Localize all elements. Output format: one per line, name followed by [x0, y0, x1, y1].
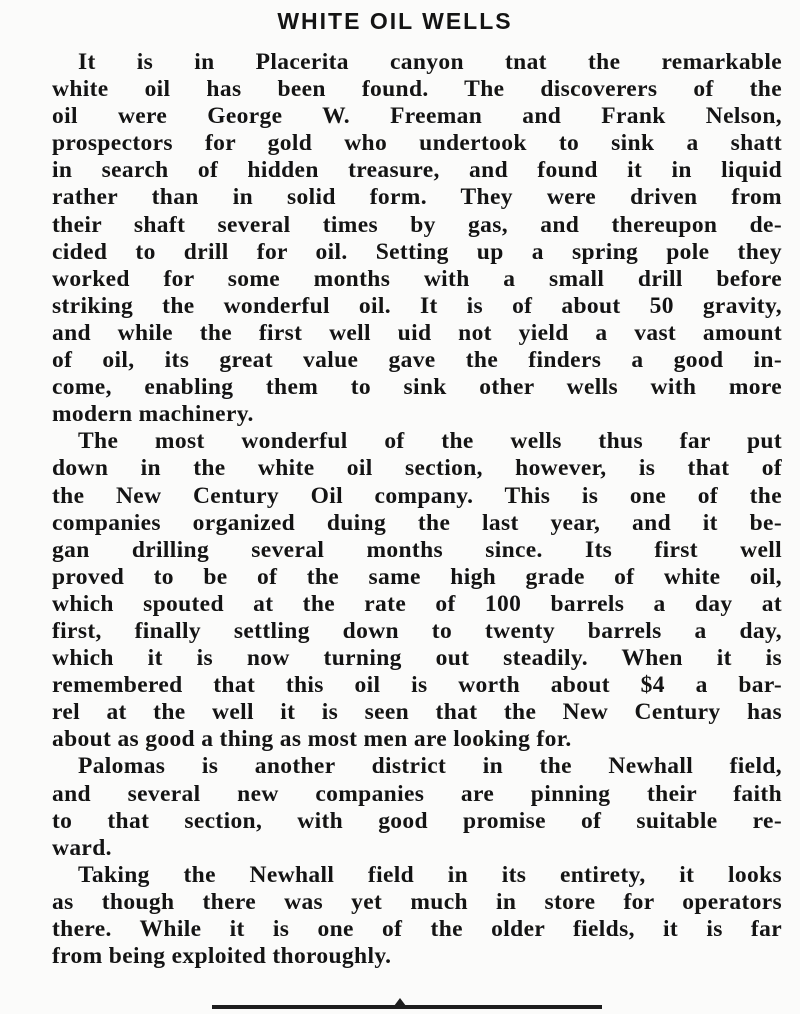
text-line: to that section, with good promise of suitable re-: [52, 807, 782, 834]
article-paragraph: [52, 862, 782, 970]
text-line: which it is now turning out steadily. When it is: [52, 645, 782, 672]
headline: WHITE OIL WELLS: [277, 8, 513, 34]
article-paragraph: [52, 49, 782, 428]
text-line: rather than in solid form. They were driven from: [52, 184, 782, 211]
text-line: first, finally settling down to twenty barrels a day,: [52, 617, 782, 644]
text-line: from being exploited thoroughly.: [52, 943, 392, 970]
text-line: Taking the Newhall field in its entirety, it looks: [78, 861, 782, 888]
text-line: striking the wonderful oil. It is of about 50 gravity,: [52, 292, 782, 319]
text-line: there. While it is one of the older fields, it is far: [52, 916, 782, 942]
article-paragraph: [52, 753, 782, 861]
text-line: in search of hidden treasure, and found it in liquid: [52, 157, 782, 184]
text-line: as though there was yet much in store for operators: [52, 888, 782, 915]
text-line: come, enabling them to sink other wells with more: [52, 374, 782, 401]
text-line: companies organized duing the last year, and it be-: [52, 509, 782, 536]
text-line: which spouted at the rate of 100 barrels a day at: [52, 590, 782, 617]
text-line: The most wonderful of the wells thus far put: [78, 428, 782, 455]
text-line: ward.: [52, 834, 112, 861]
text-line: the New Century Oil company. This is one of the: [52, 482, 782, 509]
text-line: cided to drill for oil. Setting up a spring pole they: [52, 238, 782, 265]
text-line: gan drilling several months since. Its first well: [52, 536, 782, 563]
text-line: rel at the well it is seen that the New Century has: [52, 699, 782, 726]
text-line: proved to be of the same high grade of white oil,: [52, 563, 782, 590]
text-line: prospectors for gold who undertook to sink a shatt: [52, 130, 782, 157]
text-line: and while the first well uid not yield a vast amount: [52, 319, 782, 346]
text-line: of oil, its great value gave the finders a good in-: [52, 347, 782, 374]
text-line: worked for some months with a small drill before: [52, 265, 782, 292]
text-line: their shaft several times by gas, and thereupon de-: [52, 211, 782, 238]
text-line: and several new companies are pinning their faith: [52, 780, 782, 807]
text-line: remembered that this oil is worth about $4 a bar-: [52, 672, 782, 699]
text-line: about as good a thing as most men are looking for.: [52, 726, 572, 753]
text-line: white oil has been found. The discoverers of the: [52, 76, 782, 103]
text-line: It is in Placerita canyon tnat the remarkable: [78, 49, 782, 75]
text-line: down in the white oil section, however, is that of: [52, 455, 782, 482]
text-line: Palomas is another district in the Newhall field,: [78, 753, 782, 780]
text-line: modern machinery.: [52, 401, 254, 428]
article-paragraph: [52, 428, 782, 753]
closing-rule: [212, 1005, 602, 1009]
article-body: [52, 49, 782, 970]
text-line: oil were George W. Freeman and Frank Nelson,: [52, 103, 782, 130]
